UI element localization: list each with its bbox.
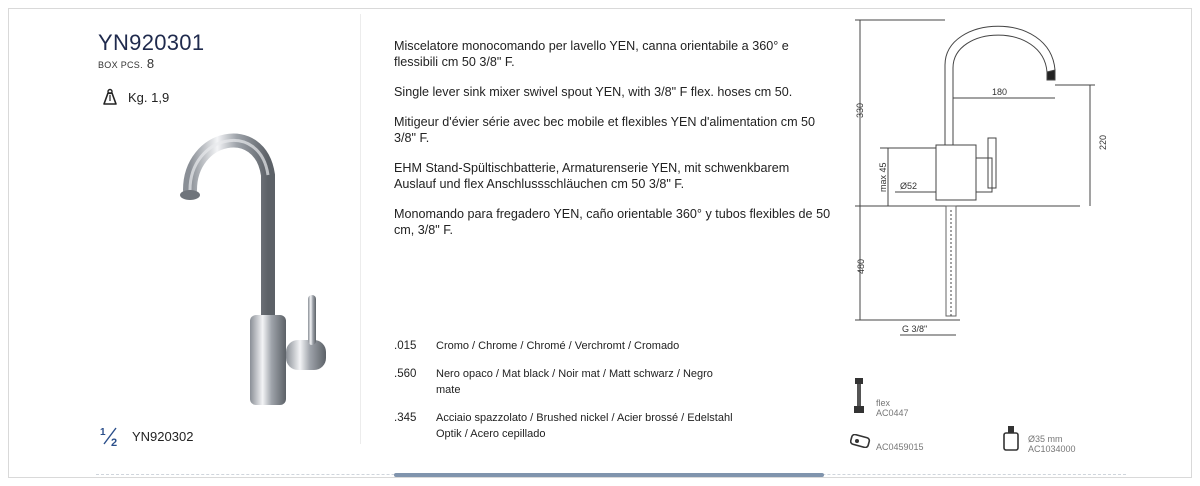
weight (100, 88, 169, 106)
key-icon (850, 434, 872, 448)
alt-code: YN920302 (132, 428, 194, 444)
column-divider (360, 14, 361, 444)
faucet-image (160, 115, 340, 415)
cartridge-label: Ø35 mm (1028, 434, 1063, 444)
svg-text:1: 1 (100, 427, 106, 438)
dim-480: 480 (856, 258, 866, 274)
key-code: AC0459015 (876, 442, 924, 452)
technical-drawing (850, 10, 1120, 350)
description-block (394, 38, 834, 252)
finish-row (394, 338, 834, 354)
description-es: Monomando para fregadero YEN, caño orientable 360° y tubos flexibles de 50 cm, 3/8" F. (394, 207, 831, 237)
finish-row (394, 410, 834, 442)
finish-name: Nero opaco / Mat black / Noir mat / Matt schwarz / Negro mate (436, 368, 713, 396)
weight-icon (100, 88, 120, 106)
dim-g38: G 3/8" (902, 324, 928, 334)
flex-accessory (876, 398, 909, 418)
box-qty: 8 (146, 56, 155, 71)
description-fr: Mitigeur d'évier série avec bec mobile et flexibles YEN d'alimentation cm 50 3/8" F. (394, 115, 816, 145)
scroll-thumb[interactable] (394, 473, 824, 477)
finish-name: Cromo / Chrome / Chromé / Verchromt / Cromado (436, 340, 680, 352)
flex-label: flex (876, 398, 891, 408)
description-de: EHM Stand-Spültischbatterie, Armaturenserie YEN, mit schwenkbarem Auslauf und flex Anschlussschläuchen cm 50 3/8" F. (394, 161, 790, 191)
svg-text:2: 2 (111, 437, 118, 448)
finish-code: .015 (394, 340, 417, 352)
weight-value: Kg. 1,9 (128, 89, 170, 105)
dim-180: 180 (992, 87, 1008, 97)
finish-code: .345 (394, 412, 417, 424)
finish-code: .560 (394, 368, 417, 380)
finish-name: Acciaio spazzolato / Brushed nickel / Acier brossé / Edelstahl Optik / Acero cepillado (436, 412, 733, 440)
half-icon (98, 424, 124, 448)
dim-330: 330 (855, 102, 865, 118)
dim-220: 220 (1098, 134, 1108, 150)
box-label: BOX PCS. (98, 60, 143, 70)
flex-code: AC0447 (876, 408, 909, 418)
box-quantity (98, 56, 154, 71)
description-it: Miscelatore monocomando per lavello YEN, canna orientabile a 360° e flessibili cm 50 3/8" F. (394, 39, 789, 69)
flex-hose-icon (852, 378, 866, 414)
description-en: Single lever sink mixer swivel spout YEN, with 3/8" F flex. hoses cm 50. (394, 85, 793, 99)
finishes-list (394, 338, 834, 454)
cartridge-accessory (1028, 434, 1076, 454)
dim-max45: max 45 (878, 162, 888, 192)
cartridge-code: AC1034000 (1028, 444, 1076, 454)
product-code: YN920301 (98, 30, 205, 55)
alternative-version (98, 424, 193, 448)
finish-row (394, 366, 834, 398)
cartridge-icon (1002, 426, 1020, 452)
dim-d52: Ø52 (900, 181, 918, 191)
